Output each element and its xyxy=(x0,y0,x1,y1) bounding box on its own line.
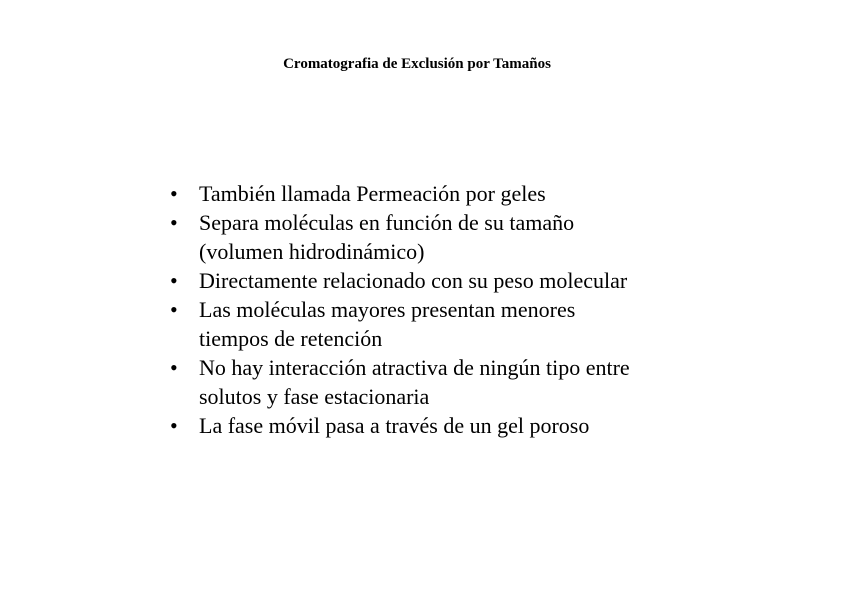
bullet-marker: • xyxy=(170,181,178,206)
bullet-item xyxy=(170,208,650,266)
bullet-item xyxy=(170,353,650,411)
bullet-item xyxy=(170,266,650,295)
bullet-item xyxy=(170,295,650,353)
bullet-item xyxy=(170,411,650,440)
bullet-item xyxy=(170,179,650,208)
bullet-marker: • xyxy=(170,355,178,380)
bullet-text: No hay interacción atractiva de ningún tipo entre solutos y fase estacionaria xyxy=(199,355,630,409)
bullet-list xyxy=(170,179,650,440)
slide-title: Cromatografia de Exclusión por Tamaños xyxy=(283,56,551,72)
bullet-marker: • xyxy=(170,210,178,235)
bullet-text: Las moléculas mayores presentan menores tiempos de retención xyxy=(199,297,576,351)
bullet-marker: • xyxy=(170,268,178,293)
bullet-marker: • xyxy=(170,413,178,438)
bullet-text: Separa moléculas en función de su tamaño (volumen hidrodinámico) xyxy=(199,210,575,264)
bullet-marker: • xyxy=(170,297,178,322)
bullet-text: Directamente relacionado con su peso molecular xyxy=(199,268,628,293)
bullet-text: También llamada Permeación por geles xyxy=(199,181,546,206)
bullet-text: La fase móvil pasa a través de un gel poroso xyxy=(199,413,590,438)
